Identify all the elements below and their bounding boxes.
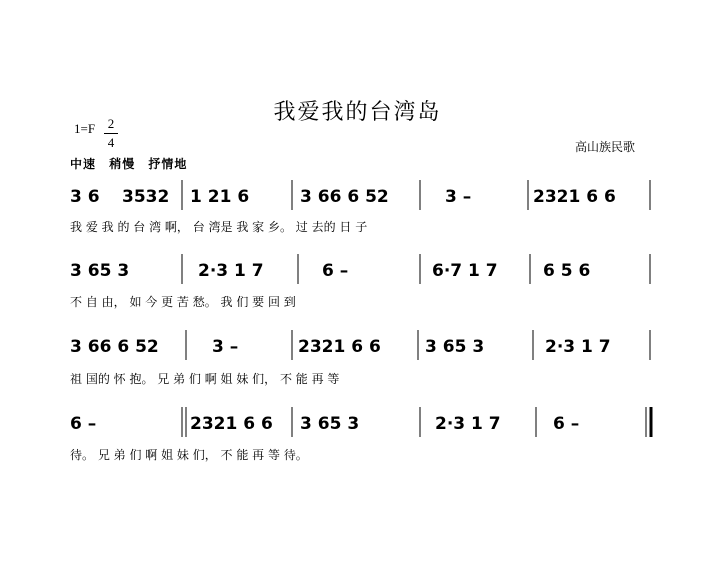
measure-text: 3 65 3 bbox=[300, 414, 360, 434]
measure-text: 3 – bbox=[212, 337, 239, 357]
measure-text: 2·3 1 7 bbox=[435, 414, 501, 434]
system-2 bbox=[70, 254, 650, 309]
tempo-mark: 稍慢 bbox=[109, 157, 136, 171]
measure-text: 3 65 3 bbox=[70, 261, 130, 281]
song-title: 我爱我的台湾岛 bbox=[273, 100, 442, 125]
measure-text: 6 – bbox=[322, 261, 349, 281]
lyrics-line: 我 爱 我 的 台 湾 啊， 台 湾是 我 家 乡。 过 去的 日 子 bbox=[70, 220, 368, 234]
tempo-mark: 中速 bbox=[70, 157, 97, 171]
system-1 bbox=[70, 180, 650, 234]
measure-text: 2321 6 6 bbox=[533, 187, 616, 207]
lyrics-line: 待。 兄 弟 们 啊 姐 妹 们， 不 能 再 等 待。 bbox=[70, 448, 308, 462]
measure-text: 3 – bbox=[445, 187, 472, 207]
measure-text: 3 65 3 bbox=[425, 337, 485, 357]
measure-text: 3 6 bbox=[70, 187, 100, 207]
measure-text: 3 66 6 52 bbox=[300, 187, 389, 207]
measure-text: 6 – bbox=[70, 414, 97, 434]
time-signature-top: 2 bbox=[107, 116, 115, 131]
measure-text: 2321 6 6 bbox=[190, 414, 273, 434]
measure-text: 2·3 1 7 bbox=[198, 261, 264, 281]
measure-text: 1 21 6 bbox=[190, 187, 250, 207]
tempo-mark: 抒情地 bbox=[148, 157, 188, 171]
measure-text: 6·7 1 7 bbox=[432, 261, 498, 281]
lyrics-line: 不 自 由， 如 今 更 苦 愁。 我 们 要 回 到 bbox=[70, 295, 296, 309]
lyrics-line: 祖 国的 怀 抱。 兄 弟 们 啊 姐 妹 们， 不 能 再 等 bbox=[70, 372, 340, 386]
measure-text: 6 – bbox=[553, 414, 580, 434]
system-4 bbox=[70, 407, 651, 462]
system-3 bbox=[70, 330, 650, 386]
measure-text: 6 5 6 bbox=[543, 261, 591, 281]
measure-text: 3532 bbox=[122, 187, 170, 207]
key-signature: 1=F bbox=[74, 121, 96, 136]
measure-text: 3 66 6 52 bbox=[70, 337, 159, 357]
composer-credit: 高山族民歌 bbox=[574, 140, 635, 154]
measure-text: 2·3 1 7 bbox=[545, 337, 611, 357]
time-signature-bottom: 4 bbox=[107, 135, 115, 150]
measure-text: 2321 6 6 bbox=[298, 337, 381, 357]
